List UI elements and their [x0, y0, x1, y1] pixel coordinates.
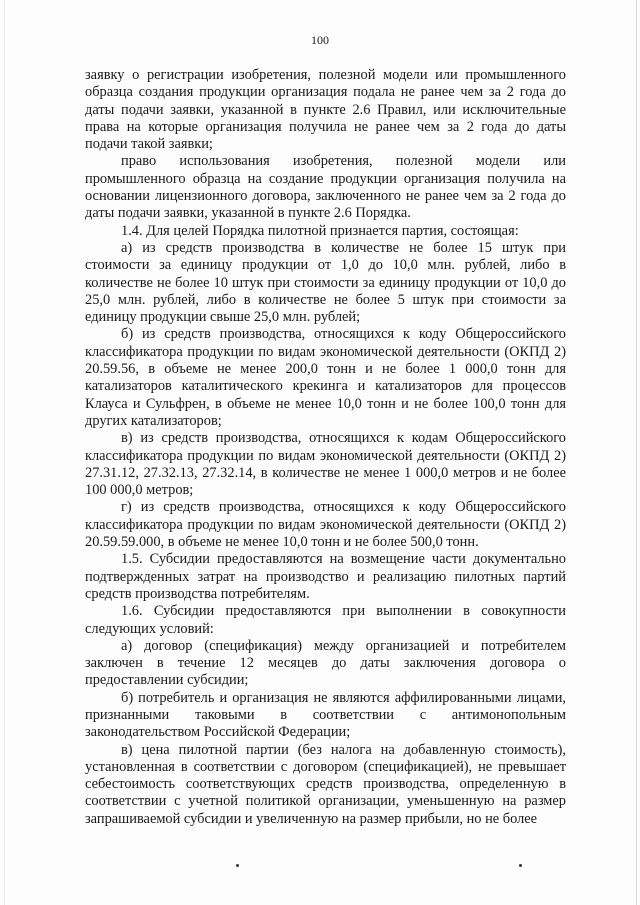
paragraph-1-4: 1.4. Для целей Порядка пилотной признается партия, состоящая: [121, 222, 519, 239]
scan-marks [0, 864, 640, 872]
scan-mark-right [519, 864, 522, 867]
document-body [85, 67, 566, 828]
paragraph-1-6: 1.6. Субсидии предоставляются при выполнении в совокупности следующих условий: [85, 603, 566, 637]
paragraph-1-4-b: б) из средств производства, относящихся к коду Общероссийского классификатора продукции по видам экономической деятельности (ОКПД 2) 20.59.56, в объеме не менее 200,0 тонн и не более 1 000,0 тонн для катализаторов каталитического крекинга и катализаторов для процессов Клауса и Сульфрен, в объеме не менее 10,0 тонн и не более 100,0 тонн для других катализаторов; [85, 326, 566, 429]
paragraph-1-6-v: в) цена пилотной партии (без налога на добавленную стоимость), установленная в соответствии с договором (спецификацией), не превышает себестоимость соответствующих средств производства, определенную в соответствии с учетной политикой организации, уменьшенную на размер запрашиваемой субсидии и увеличенную на размер прибыли, но не более [85, 741, 566, 827]
paragraph-1-5: 1.5. Субсидии предоставляются на возмещение части документально подтвержденных затрат на производство и реализацию пилотных партий средств производства потребителям. [85, 551, 566, 602]
paragraph-1-6-a: а) договор (спецификация) между организацией и потребителем заключен в течение 12 месяцев до даты заключения договора о предоставлении субсидии; [85, 637, 566, 689]
paragraph-continuation: заявку о регистрации изобретения, полезной модели или промышленного образца создания продукции организация подала не ранее чем за 2 года до даты подачи заявки, указанной в пункте 2.6 Правил, или исключительные права на которые организация получила не ранее чем за 2 года до даты подачи такой заявки; [85, 67, 566, 153]
paragraph-1-4-a: а) из средств производства в количестве не более 15 штук при стоимости за единицу продукции от 1,0 до 10,0 млн. рублей, либо в количестве не более 10 штук при стоимости за единицу продукции от 10,0 до 25,0 млн. рублей, либо в количестве не более 5 штук при стоимости за единицу продукции свыше 25,0 млн. рублей; [85, 239, 566, 326]
paragraph-1-6-b: б) потребитель и организация не являются аффилированными лицами, признанными таковыми в соответствии с антимонопольным законодательством Российской Федерации; [85, 689, 566, 741]
scan-edge-right [636, 0, 637, 905]
scan-mark-left [236, 864, 239, 867]
scan-edge-left [4, 0, 5, 905]
paragraph-license: право использования изобретения, полезной модели или промышленного образца на создание продукции организация получила на основании лицензионного договора, заключенного не ранее чем за 2 года до даты подачи заявки, указанной в пункте 2.6 Порядка. [85, 153, 566, 222]
paragraph-1-4-g: г) из средств производства, относящихся к коду Общероссийского классификатора продукции по видам экономической деятельности (ОКПД 2) 20.59.59.000, в объеме не менее 10,0 тонн и не более 500,0 тонн. [85, 499, 566, 551]
page-number: 100 [311, 33, 329, 47]
paragraph-1-4-v: в) из средств производства, относящихся к кодам Общероссийского классификатора продукции по видам экономической деятельности (ОКПД 2) 27.31.12, 27.32.13, 27.32.14, в количестве не менее 1 000,0 метров и не более 100 000,0 метров; [85, 430, 566, 499]
